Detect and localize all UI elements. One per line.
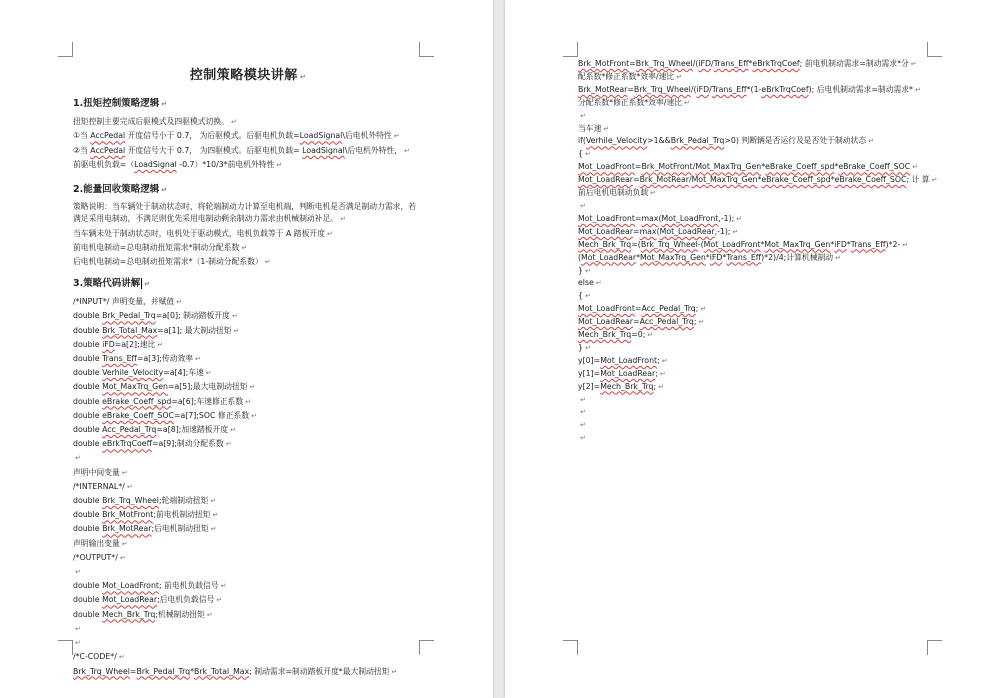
text-line: } ↵ [578, 342, 591, 352]
section-heading-code: 3.策略代码讲解 ↵ [73, 278, 151, 290]
page-1-body[interactable] [73, 62, 423, 679]
text-line: 前电机电制动=总电制动扭矩需求*制动分配系数 ↵ [73, 243, 248, 253]
text-line: double Mot_LoadFront; 前电机负载信号 ↵ [73, 581, 227, 591]
document-page-1[interactable] [0, 0, 493, 698]
text-line: Mot_LoadFront=max(Mot_LoadFront,-1); ↵ [578, 213, 743, 223]
text-line: double Trans_Eff=a[3];传动效率 ↵ [73, 354, 201, 364]
text-line: ↵ [75, 568, 81, 577]
text-line: Mot_LoadRear=Acc_Pedal_Trq; ↵ [578, 317, 705, 327]
text-line: 当车速 ↵ [578, 123, 610, 133]
text-line: ↵ [580, 111, 586, 120]
text-line: Mech_Brk_Trq=(Brk_Trq_Wheel-(Mot_LoadFront*Mot_MaxTrq_Gen*iFD*Trans_Eff)*2- ↵ [578, 239, 909, 249]
text-line: ↵ [75, 454, 81, 463]
text-line: 声明中间变量 ↵ [73, 467, 128, 477]
text-line: double Mech_Brk_Trq;机械制动扭矩 ↵ [73, 609, 213, 619]
text-line: 当车辆未处于制动状态时，电机处于驱动模式，电机负载等于 A 踏板开度 ↵ [73, 229, 333, 239]
crop-mark [927, 640, 942, 655]
text-line: if(Verhile_Velocity>1&&Brk_Pedal_Trq>0) 判断辆是否运行及是否处于制动状态 ↵ [578, 136, 875, 146]
section-heading-regen: 2.能量回收策略逻辑 ↵ [73, 183, 168, 195]
text-line: y[2]=Mech_Brk_Trq; ↵ [578, 381, 664, 391]
crop-mark [58, 640, 73, 655]
text-line: /*C-CODE*/ ↵ [73, 652, 125, 662]
text-line: double eBrake_Coeff_SOC=a[7];SOC 修正系数 ↵ [73, 410, 257, 420]
text-line: ①当 AccPedal 开度信号小于 0.7， 为后驱模式。后驱电机负载=LoadSignal\后电机外特性 ↵ [73, 131, 400, 141]
strategy-description: 策略说明：当车辆处于制动状态时，将轮端制动力计算至电机端，判断电机是否满足制动力需求，若满足采用电制动，不满足则优先采用电制动剩余制动力需求由机械制动补足。 ↵ [73, 201, 417, 224]
text-line: 后电机电制动=总电制动扭矩需求*（1-制动分配系数） ↵ [73, 257, 271, 267]
text-line: else ↵ [578, 278, 602, 288]
document-page-2[interactable] [505, 0, 1003, 698]
text-line: y[1]=Mot_LoadRear; ↵ [578, 368, 666, 378]
text-line: double Brk_Total_Max=a[1]; 最大制动扭矩 ↵ [73, 325, 240, 335]
text-line: Brk_MotRear=Brk_Trq_Wheel/(iFD/Trans_Eff*(1-eBrkTrqCoef); 后电机制动需求=制动需求* ↵ [578, 84, 921, 94]
text-line: ↵ [580, 395, 586, 404]
text-line: ↵ [75, 624, 81, 633]
text-line: ②当 AccPedal 开度信号大于 0.7， 为四驱模式。后驱电机负载= LoadSignal\后电机外特性， ↵ [73, 145, 410, 155]
text-line: double Acc_Pedal_Trq=a[8];加速踏板开度 ↵ [73, 425, 237, 435]
section-heading-torque: 1.扭矩控制策略逻辑 ↵ [73, 98, 168, 109]
text-line: Mot_LoadFront=Brk_MotFront/Mot_MaxTrq_Gen*eBrake_Coeff_spd*eBrake_Coeff_SOC ↵ [578, 162, 919, 172]
crop-mark [563, 640, 578, 655]
text-line: ↵ [580, 434, 586, 443]
text-line: 分配系数*修正系数*效率/速比 ↵ [578, 97, 690, 107]
text-line: double Brk_Pedal_Trq=a[0]; 制动踏板开度 ↵ [73, 311, 238, 321]
page-2-body[interactable] [578, 58, 938, 445]
text-line: double Verhile_Velocity=a[4];车速 ↵ [73, 368, 212, 378]
text-line: double eBrkTrqCoeff=a[9];制动分配系数 ↵ [73, 439, 232, 449]
text-line: double Brk_MotRear;后电机制动扭矩 ↵ [73, 524, 217, 534]
document-title: 控制策略模块讲解 ↵ [189, 68, 307, 83]
text-line: Brk_MotFront=Brk_Trq_Wheel/(iFD/Trans_Eff*eBrkTrqCoef; 前电机制动需求=制动需求*分 ↵ [578, 59, 917, 68]
text-line: double Mot_MaxTrq_Gen=a[5];最大电制动扭矩 ↵ [73, 382, 256, 392]
text-line: Brk_Trq_Wheel=Brk_Pedal_Trq*Brk_Total_Max; 制动需求=制动踏板开度*最大制动扭矩 ↵ [73, 666, 398, 676]
text-line: 前后电机电制动负载 ↵ [578, 188, 657, 198]
text-line: { ↵ [578, 149, 591, 159]
text-line: ↵ [75, 639, 81, 648]
crop-mark [58, 42, 73, 57]
text-line: Mech_Brk_Trq=0; ↵ [578, 330, 654, 340]
text-line: } ↵ [578, 265, 591, 275]
text-line: /*INTERNAL*/ ↵ [73, 481, 133, 491]
crop-mark [927, 42, 942, 57]
text-line: double eBrake_Coeff_spd=a[6];车速修正系数 ↵ [73, 396, 252, 406]
crop-mark [419, 42, 434, 57]
text-line: 扭矩控制主要完成后驱模式及四驱模式切换。 ↵ [73, 117, 237, 126]
text-line: /*INPUT*/ 声明变量，并赋值 ↵ [73, 297, 183, 307]
text-line: Mot_LoadRear=max(Mot_LoadRear,-1); ↵ [578, 226, 739, 236]
text-line: 声明输出变量 ↵ [73, 538, 128, 548]
text-line: ↵ [580, 201, 586, 210]
text-line: double iFD=a[2];速比 ↵ [73, 339, 164, 349]
text-line: y[0]=Mot_LoadFront; ↵ [578, 355, 668, 365]
text-line: /*OUTPUT*/ ↵ [73, 552, 126, 562]
text-line: Mot_LoadFront=Acc_Pedal_Trq; ↵ [578, 304, 707, 314]
text-line: ↵ [580, 408, 586, 417]
text-line: Mot_LoadRear=Brk_MotRear/Mot_MaxTrq_Gen*eBrake_Coeff_spd*eBrake_Coeff_SOC; 计 算 ↵ [578, 175, 938, 185]
text-line: 前驱电机负载=（LoadSignal -0.7）*10/3*前电机外特性 ↵ [73, 160, 283, 170]
text-line: ↵ [580, 421, 586, 430]
text-line: double Brk_MotFront;前电机制动扭矩 ↵ [73, 510, 219, 520]
text-line: (Mot_LoadRear*Mot_MaxTrq_Gen*iFD*Trans_Eff)*2)/4;计算机械制动 ↵ [578, 252, 841, 262]
text-line: { ↵ [578, 291, 591, 301]
text-line: double Brk_Trq_Wheel;轮端制动扭矩 ↵ [73, 496, 217, 506]
text-line: 配系数*修正系数*效率/速比 ↵ [578, 71, 683, 81]
crop-mark [563, 42, 578, 57]
text-line: double Mot_LoadRear;后电机负载信号 ↵ [73, 595, 223, 605]
